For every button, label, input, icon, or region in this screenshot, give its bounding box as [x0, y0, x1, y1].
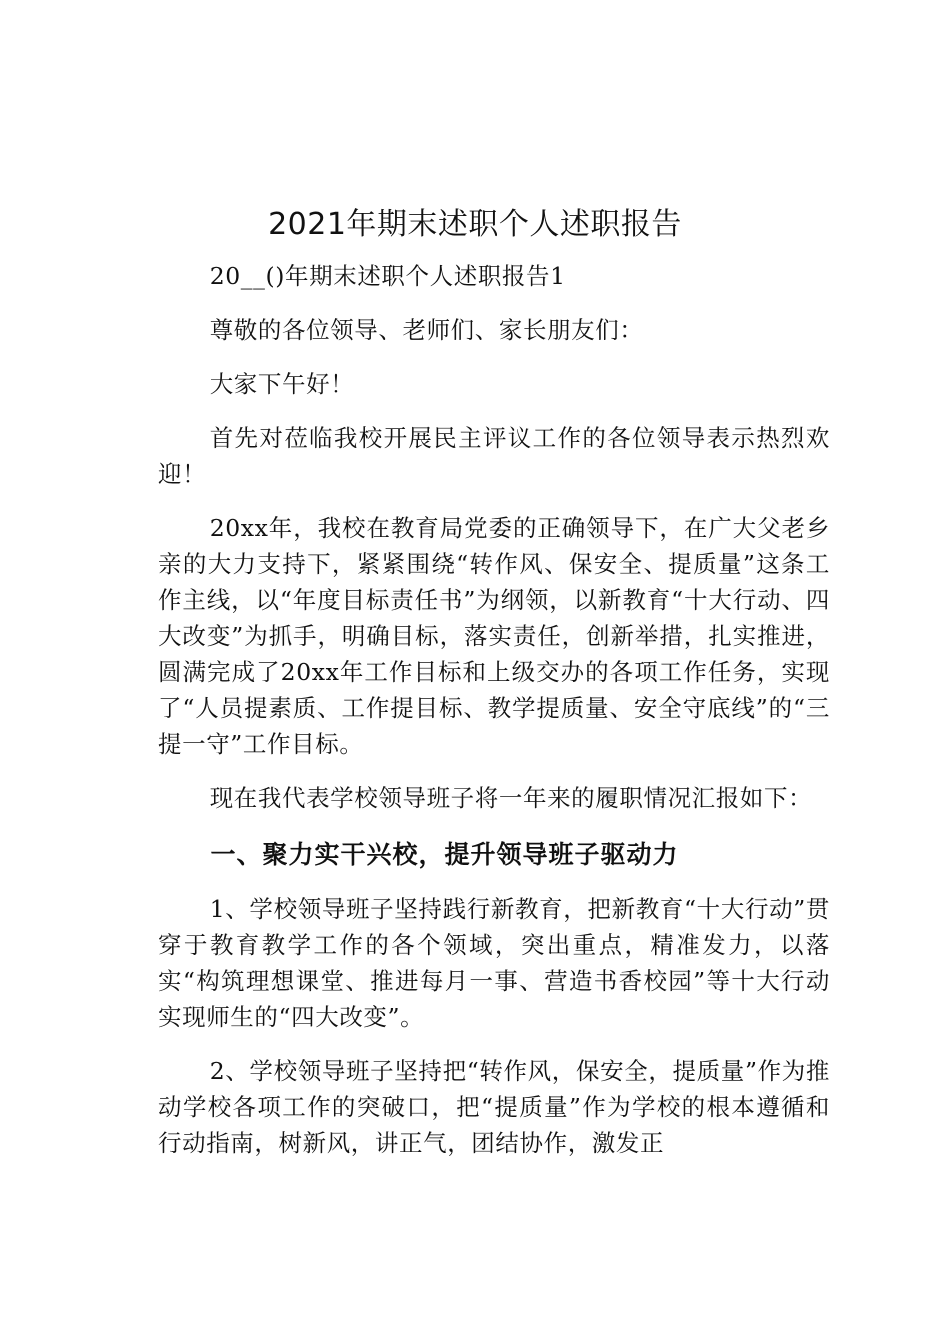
welcome-paragraph: 首先对莅临我校开展民主评议工作的各位领导表示热烈欢迎！: [158, 424, 830, 488]
list-item: 2、学校领导班子坚持把“转作风，保安全，提质量”作为推动学校各项工作的突破口，把“提质量”作为学校的根本遵循和行动指南，树新风，讲正气，团结协作，激发正: [158, 1057, 830, 1157]
greeting-line: 尊敬的各位领导、老师们、家长朋友们：: [209, 316, 644, 344]
summary-paragraph: 20xx年，我校在教育局党委的正确领导下，在广大父老乡亲的大力支持下，紧紧围绕“转作风、保安全、提质量”这条工作主线，以“年度目标责任书”为纲领，以新教育“十大行动、四大改变”为抓手，明确目标，落实责任，创新举措，扎实推进，圆满完成了20xx年工作目标和上级交办的各项工作任务，实现了“人员提素质、工作提目标、教学提质量、安全守底线”的“三提一守”工作目标。: [158, 514, 830, 758]
list-item: 1、学校领导班子坚持践行新教育，把新教育“十大行动”贯穿于教育教学工作的各个领域，突出重点，精准发力，以落实“构筑理想课堂、推进每月一事、营造书香校园”等十大行动实现师生的“四大改变”。: [158, 895, 830, 1031]
salutation-line: 大家下午好！: [209, 370, 355, 398]
intro-paragraph: 现在我代表学校领导班子将一年来的履职情况汇报如下：: [209, 784, 813, 812]
document-body: [158, 258, 830, 1161]
section-heading: 一、聚力实干兴校，提升领导班子驱动力: [210, 840, 679, 869]
document-title: 2021年期末述职个人述职报告: [268, 207, 682, 242]
subtitle-line: 20__()年期末述职个人述职报告1: [209, 262, 566, 290]
